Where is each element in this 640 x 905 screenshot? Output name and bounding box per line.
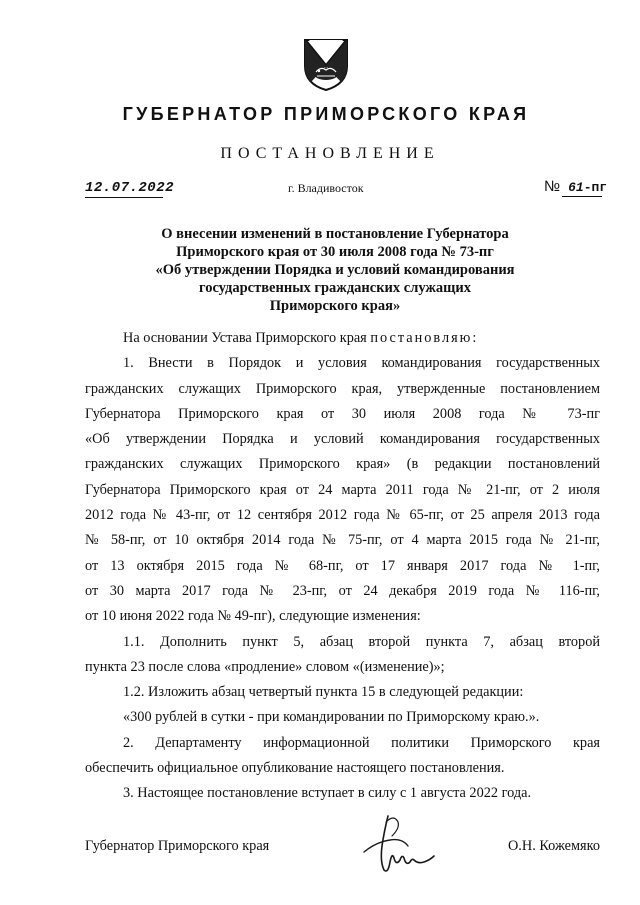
issuing-authority: ГУБЕРНАТОР ПРИМОРСКОГО КРАЯ [122, 104, 530, 124]
item-1-line: гражданских служащих Приморского края, утвержденные постановлением [85, 380, 600, 397]
item-2-line: 2. Департаменту информационной политики Приморского края [123, 734, 600, 751]
document-number [544, 178, 607, 196]
item-1-line: от 10 июня 2022 года № 49-пг), следующие изменения: [85, 608, 421, 625]
number-sign: № [544, 178, 561, 195]
item-1-line: 1. Внести в Порядок и условия командирования государственных [123, 355, 600, 372]
item-1-line: № 58-пг, от 10 октября 2014 года № 75-пг, от 4 марта 2015 года № 21-пг, [85, 532, 600, 549]
document-city: г. Владивосток [288, 181, 364, 195]
number-value: 61 [568, 180, 584, 195]
title-line: Приморского края» [269, 298, 401, 314]
preamble-text: На основании Устава Приморского края [123, 330, 371, 346]
signer-name: О.Н. Кожемяко [507, 838, 600, 854]
signature-icon [358, 812, 438, 878]
preamble-decision-word: постановляю: [370, 330, 479, 346]
preamble [85, 326, 600, 351]
document-title [120, 225, 550, 315]
item-1-line: от 13 октября 2015 года № 68-пг, от 17 января 2017 года № 1-пг, [85, 557, 600, 574]
item-1-2: 1.2. Изложить абзац четвертый пункта 15 в следующей редакции: [123, 684, 524, 701]
item-1-1-line: 1.1. Дополнить пункт 5, абзац второй пункта 7, абзац второй [123, 633, 600, 650]
signer-title: Губернатор Приморского края [85, 838, 270, 854]
title-line: О внесении изменений в постановление Губернатора [161, 226, 509, 242]
item-1-2-quote: «300 рублей в сутки - при командировании по Приморскому краю.». [123, 709, 540, 726]
item-1-line: «Об утверждении Порядка и условий командирования государственных [85, 431, 600, 448]
title-line: «Об утверждении Порядка и условий командирования [155, 262, 515, 278]
item-1-line: Губернатора Приморского края от 30 июля 2008 года № 73-пг [85, 405, 600, 422]
title-line: Приморского края от 30 июля 2008 года № 73-пг [176, 244, 494, 260]
document-type: ПОСТАНОВЛЕНИЕ [220, 145, 440, 162]
document-body [85, 326, 600, 807]
item-2-line: обеспечить официальное опубликование настоящего постановления. [85, 760, 505, 777]
date-underline [85, 197, 163, 198]
number-suffix: -пг [583, 180, 608, 195]
coat-of-arms-icon [301, 36, 351, 92]
item-1-1 [85, 630, 600, 681]
number-underline [562, 196, 602, 197]
document-date: 12.07.2022 [85, 180, 175, 196]
item-1-line: 2012 года № 43-пг, от 12 сентября 2012 года № 65-пг, от 25 апреля 2013 года [85, 507, 600, 524]
item-1-line: Губернатора Приморского края от 24 марта 2011 года № 21-пг, от 2 июля [85, 481, 600, 498]
item-1-line: гражданских служащих Приморского края» (в редакции постановлений [85, 456, 600, 473]
item-3: 3. Настоящее постановление вступает в силу с 1 августа 2022 года. [123, 785, 532, 802]
item-2 [85, 731, 600, 782]
item-1-line: от 30 марта 2017 года № 23-пг, от 24 декабря 2019 года № 116-пг, [85, 582, 600, 599]
title-line: государственных гражданских служащих [198, 280, 472, 296]
item-1 [85, 351, 600, 629]
item-1-1-line: пункта 23 после слова «продление» словом «(изменение)»; [85, 658, 445, 675]
